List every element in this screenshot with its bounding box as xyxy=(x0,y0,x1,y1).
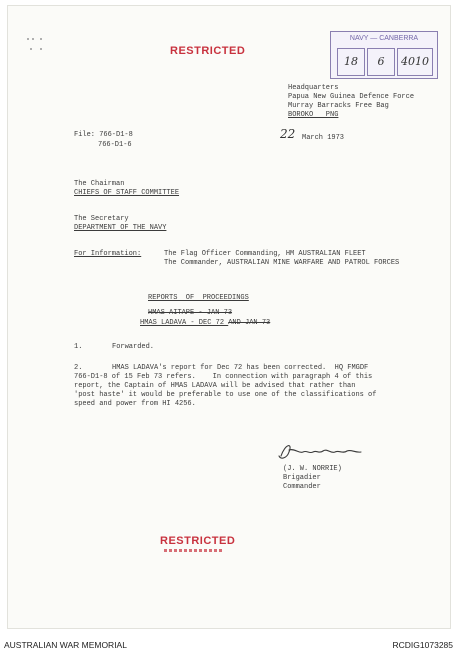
signatory-title: Commander xyxy=(283,483,321,491)
paragraph-2-line: report, the Captain of HMAS LADAVA will be advised that rather than xyxy=(74,382,356,390)
restricted-stamp-top: RESTRICTED xyxy=(170,45,246,57)
paragraph-number: 2. xyxy=(74,364,83,372)
recipient-chairman-org: CHIEFS OF STAFF COMMITTEE xyxy=(74,189,180,197)
date-text: March 1973 xyxy=(302,134,345,142)
file-reference: File: 766-D1-8 xyxy=(74,131,133,139)
date-day-handwritten: 22 xyxy=(280,127,296,141)
navy-stamp-title: NAVY — CANBERRA xyxy=(349,35,419,42)
subject-title: REPORTS OF PROCEEDINGS xyxy=(148,294,249,302)
subject-ladava-struck: AND JAN 73 xyxy=(228,319,271,327)
stamp-number: 4010 xyxy=(397,48,433,76)
info-recipient: The Commander, AUSTRALIAN MINE WARFARE AND PATROL FORCES xyxy=(164,259,400,267)
subject-ladava xyxy=(140,319,270,328)
subject-aitape: HMAS AITAPE - JAN 73 xyxy=(148,309,233,317)
address-line: BOROKO PNG xyxy=(288,111,339,119)
paragraph-number: 1. xyxy=(74,343,83,351)
for-information-label: For Information: xyxy=(74,250,142,258)
file-reference-2: 766-D1-6 xyxy=(98,141,132,149)
recipient-chairman: The Chairman xyxy=(74,180,125,188)
paragraph-2-line: speed and power from HI 4256. xyxy=(74,400,196,408)
address-line: Papua New Guinea Defence Force xyxy=(288,93,415,101)
address-line: Murray Barracks Free Bag xyxy=(288,102,389,110)
stamp-day: 18 xyxy=(337,48,365,76)
paragraph-2-line: 'post haste' it would be preferable to use one of the classifications of xyxy=(74,391,377,399)
footer-source: AUSTRALIAN WAR MEMORIAL xyxy=(4,640,127,650)
stamp-smudge xyxy=(164,549,222,552)
paragraph-2-line: 766-D1-8 of 15 Feb 73 refers. In connection with paragraph 4 of this xyxy=(74,373,373,381)
signatory-name: (J. W. NORRIE) xyxy=(283,465,342,473)
subject-ladava-text: HMAS LADAVA - DEC 72 xyxy=(140,319,229,327)
info-recipient: The Flag Officer Commanding, HM AUSTRALIAN FLEET xyxy=(164,250,366,258)
handwritten-signature xyxy=(275,440,367,464)
stamp-month: 6 xyxy=(367,48,395,76)
footer-id: RCDIG1073285 xyxy=(392,640,453,650)
navy-canberra-stamp xyxy=(330,31,438,79)
recipient-secretary-org: DEPARTMENT OF THE NAVY xyxy=(74,224,167,232)
restricted-stamp-bottom: RESTRICTED xyxy=(160,535,236,547)
address-line: Headquarters xyxy=(288,84,339,92)
recipient-secretary: The Secretary xyxy=(74,215,129,223)
signatory-rank: Brigadier xyxy=(283,474,321,482)
paragraph-2-line: HMAS LADAVA's report for Dec 72 has been corrected. HQ FMGDF xyxy=(112,364,369,372)
paragraph-1: Forwarded. xyxy=(112,343,155,351)
